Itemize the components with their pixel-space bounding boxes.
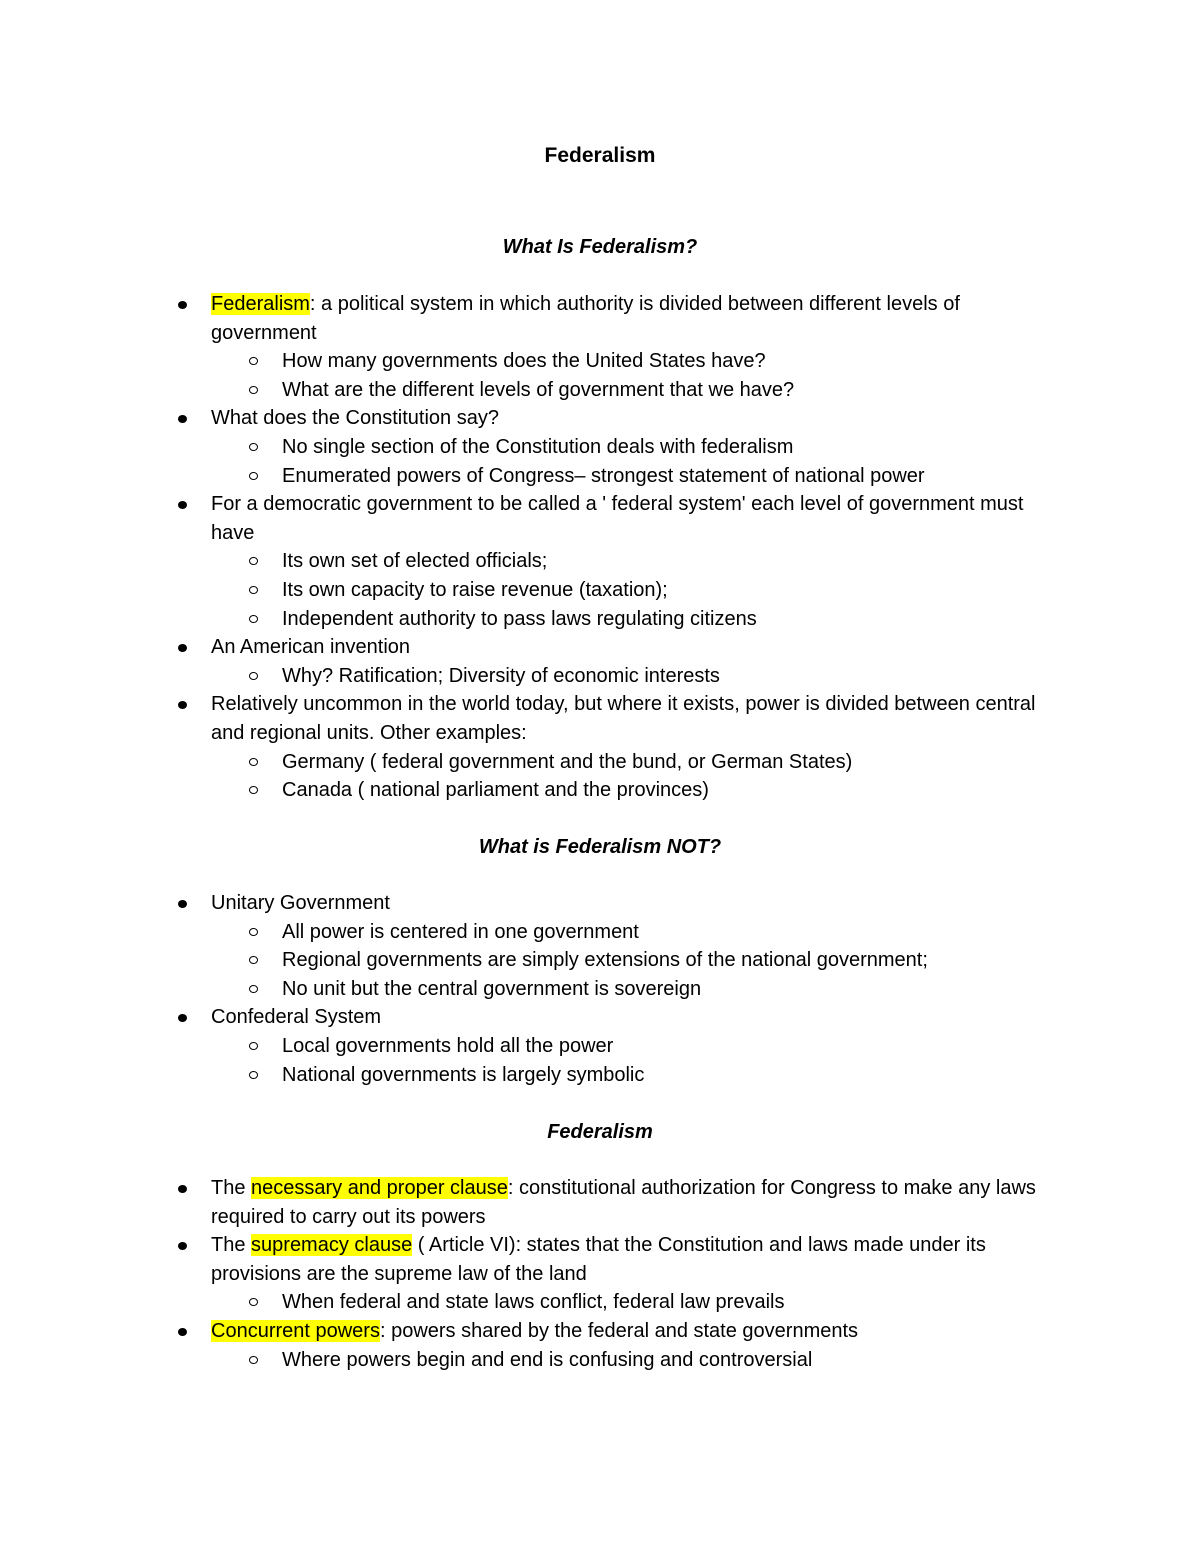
sub-list-item-text: All power is centered in one government [282, 920, 639, 943]
list-item [0, 1174, 1200, 1231]
sub-list-item-text: What are the different levels of government that we have? [282, 378, 795, 401]
list-item-text: : powers shared by the federal and state governments [379, 1319, 859, 1342]
list-item-prefix: The [211, 1234, 252, 1257]
sub-list-item [0, 946, 1200, 975]
section-list-what-is-federalism [0, 290, 1200, 805]
sub-list-item [0, 1032, 1200, 1061]
list-item [0, 404, 1200, 433]
sub-list-item [0, 376, 1200, 405]
hollow-bullet-icon [249, 472, 258, 480]
filled-bullet-icon [178, 1014, 187, 1022]
hollow-bullet-icon [249, 1298, 258, 1306]
hollow-bullet-icon [249, 928, 258, 936]
sub-list-item [0, 918, 1200, 947]
sub-list-item [0, 776, 1200, 805]
hollow-bullet-icon [249, 985, 258, 993]
document-title: Federalism [544, 144, 656, 167]
sub-list-item-text: Enumerated powers of Congress– strongest statement of national power [282, 464, 925, 487]
highlighted-term: Federalism [211, 293, 310, 315]
list-item [0, 490, 1200, 547]
sub-list-item-text: Where powers begin and end is confusing and controversial [282, 1348, 813, 1371]
sub-list-item [0, 1288, 1200, 1317]
filled-bullet-icon [178, 1328, 187, 1336]
section-list-what-is-federalism-not [0, 889, 1200, 1089]
sub-list-item-text: National governments is largely symbolic [282, 1063, 645, 1086]
list-item [0, 1231, 1200, 1288]
sub-list-item-text: No unit but the central government is sovereign [282, 977, 702, 1000]
filled-bullet-icon [178, 1242, 187, 1250]
hollow-bullet-icon [249, 386, 258, 394]
filled-bullet-icon [178, 701, 187, 709]
hollow-bullet-icon [249, 1356, 258, 1364]
section-heading-what-is-federalism: What Is Federalism? [502, 236, 698, 258]
sub-list-item-text: Its own set of elected officials; [282, 550, 548, 573]
sub-list-item-text: Canada ( national parliament and the provinces) [282, 779, 709, 802]
list-item-text: Relatively uncommon in the world today, but where it exists, power is divided between central and regional units. Other examples: [211, 693, 1036, 744]
list-item [0, 889, 1200, 918]
hollow-bullet-icon [249, 1071, 258, 1079]
list-item-text: ( Article VI): states that the Constitution and laws made under its provisions are the supreme law of the land [211, 1234, 986, 1285]
hollow-bullet-icon [249, 557, 258, 565]
hollow-bullet-icon [249, 357, 258, 365]
list-item [0, 1003, 1200, 1032]
hollow-bullet-icon [249, 786, 258, 794]
list-item-text: For a democratic government to be called a ' federal system' each level of government must have [211, 493, 1024, 544]
list-item-text: Unitary Government [211, 892, 390, 914]
hollow-bullet-icon [249, 586, 258, 594]
list-item-text: What does the Constitution say? [211, 407, 499, 430]
sub-list-item-text: Why? Ratification; Diversity of economic interests [282, 664, 720, 687]
list-item-text: Confederal System [211, 1006, 382, 1029]
filled-bullet-icon [178, 301, 187, 309]
hollow-bullet-icon [249, 672, 258, 680]
sub-list-item-text: No single section of the Constitution deals with federalism [282, 435, 794, 458]
sub-list-item [0, 433, 1200, 462]
filled-bullet-icon [178, 900, 187, 908]
sub-list-item [0, 975, 1200, 1004]
hollow-bullet-icon [249, 443, 258, 451]
hollow-bullet-icon [249, 1042, 258, 1050]
sub-list-item-text: Germany ( federal government and the bund, or German States) [282, 750, 853, 773]
list-item [0, 690, 1200, 747]
list-item-text: : a political system in which authority is divided between different levels of government [211, 293, 960, 344]
sub-list-item [0, 1061, 1200, 1090]
hollow-bullet-icon [249, 615, 258, 623]
sub-list-item [0, 547, 1200, 576]
sub-list-item [0, 748, 1200, 777]
hollow-bullet-icon [249, 758, 258, 766]
section-heading-what-is-federalism-not: What is Federalism NOT? [478, 836, 722, 858]
highlighted-term: necessary and proper clause [251, 1177, 508, 1199]
section-heading-federalism: Federalism [547, 1121, 653, 1143]
sub-list-item [0, 662, 1200, 691]
list-item [0, 1317, 1200, 1346]
sub-list-item [0, 347, 1200, 376]
filled-bullet-icon [178, 1185, 187, 1193]
sub-list-item [0, 1346, 1200, 1375]
list-item [0, 290, 1200, 347]
sub-list-item-text: How many governments does the United States have? [282, 350, 766, 373]
sub-list-item [0, 605, 1200, 634]
highlighted-term: supremacy clause [251, 1234, 413, 1257]
list-item-prefix: The [211, 1177, 252, 1199]
sub-list-item-text: When federal and state laws conflict, federal law prevails [282, 1291, 785, 1314]
filled-bullet-icon [178, 415, 187, 423]
sub-list-item-text: Independent authority to pass laws regulating citizens [282, 607, 757, 630]
filled-bullet-icon [178, 501, 187, 509]
sub-list-item-text: Local governments hold all the power [282, 1034, 614, 1057]
sub-list-item [0, 576, 1200, 605]
sub-list-item-text: Regional governments are simply extensions of the national government; [282, 949, 928, 972]
list-item-text: An American invention [211, 636, 411, 659]
sub-list-item [0, 462, 1200, 491]
section-list-federalism [0, 1174, 1200, 1374]
list-item [0, 633, 1200, 662]
hollow-bullet-icon [249, 956, 258, 964]
filled-bullet-icon [178, 644, 187, 652]
highlighted-term: Concurrent powers [211, 1319, 380, 1342]
list-item-text: : constitutional authorization for Congress to make any laws required to carry out its powers [211, 1177, 1036, 1228]
sub-list-item-text: Its own capacity to raise revenue (taxation); [282, 578, 668, 601]
